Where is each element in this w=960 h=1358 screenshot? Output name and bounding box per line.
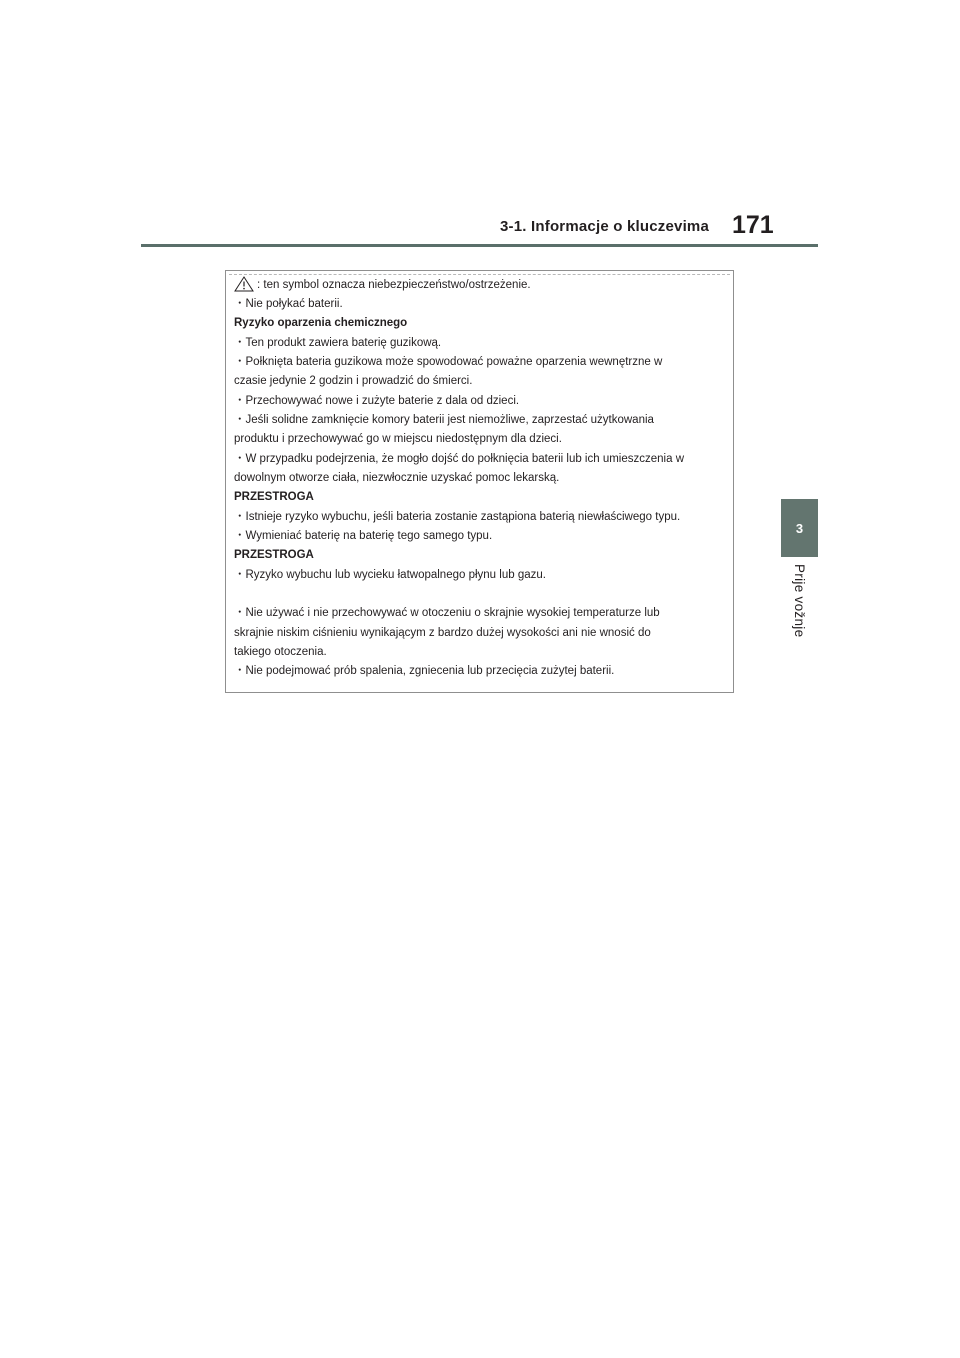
notice-line: produktu i przechowywać go w miejscu niedostępnym dla dzieci. [234, 433, 562, 445]
notice-line: ・Przechowywać nowe i zużyte baterie z dala od dzieci. [234, 395, 520, 407]
notice-line: ・Wymieniać baterię na baterię tego samego typu. [234, 530, 493, 542]
chapter-number: 3 [795, 520, 804, 536]
notice-line: ・Nie połykać baterii. [234, 298, 343, 310]
notice-line: skrajnie niskim ciśnieniu wynikającym z bardzo dużej wysokości ani nie wnosić do [234, 627, 651, 639]
notice-line: ・Nie używać i nie przechowywać w otoczeniu o skrajnie wysokiej temperaturze lub [234, 607, 660, 619]
notice-line: czasie jedynie 2 godzin i prowadzić do śmierci. [234, 375, 473, 387]
notice-line: ・Nie podejmować prób spalenia, zgniecenia lub przecięcia zużytej baterii. [234, 665, 615, 677]
chapter-label: Prije vožnje [792, 564, 807, 638]
warning-triangle-icon [234, 276, 254, 292]
notice-line: ・Istnieje ryzyko wybuchu, jeśli bateria zostanie zastąpiona baterią niewłaściwego typu. [234, 511, 681, 523]
header-divider [141, 244, 818, 247]
notice-line: ・Ten produkt zawiera baterię guzikową. [234, 337, 442, 349]
notice-line: ・Ryzyko wybuchu lub wycieku łatwopalnego płynu lub gazu. [234, 569, 546, 581]
notice-heading: PRZESTROGA [234, 549, 314, 561]
notice-line: takiego otoczenia. [234, 646, 327, 658]
section-title: 3-1. Informacje o kluczevima [500, 218, 710, 235]
notice-line: ・Połknięta bateria guzikowa może spowodować poważne oparzenia wewnętrzne w [234, 356, 663, 368]
page-number: 171 [732, 211, 774, 239]
notice-heading: PRZESTROGA [234, 491, 314, 503]
warning-notice-box [225, 270, 734, 693]
notice-line: ・W przypadku podejrzenia, że mogło dojść do połknięcia baterii lub ich umieszczenia w [234, 453, 684, 465]
notice-symbol-legend: : ten symbol oznacza niebezpieczeństwo/ostrzeżenie. [257, 279, 531, 291]
notice-line: dowolnym otworze ciała, niezwłocznie uzyskać pomoc lekarską. [234, 472, 560, 484]
notice-line: ・Jeśli solidne zamknięcie komory baterii jest niemożliwe, zaprzestać użytkowania [234, 414, 654, 426]
notice-heading: Ryzyko oparzenia chemicznego [234, 317, 408, 329]
chapter-tab[interactable] [781, 499, 818, 557]
